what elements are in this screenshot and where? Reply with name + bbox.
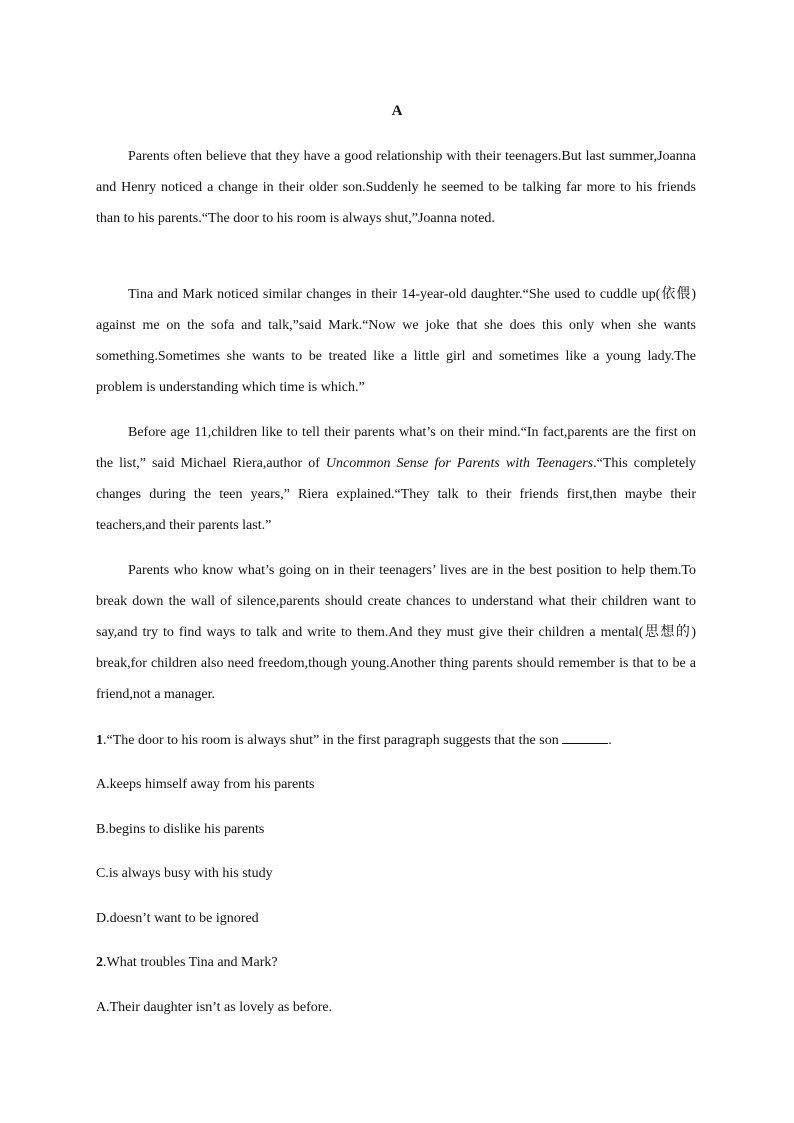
- book-title: Uncommon Sense for Parents with Teenagers: [325, 456, 594, 471]
- question-stem: .What troubles Tina and Mark?: [103, 955, 278, 970]
- question-stem-end: .: [608, 733, 612, 748]
- question-number: 1: [96, 733, 103, 748]
- question-1-option-b: B.begins to dislike his parents: [96, 822, 265, 837]
- question-1: [96, 730, 696, 752]
- passage-paragraph-4: Parents who know what’s going on in their teenagers’ lives are in the best position to help them.To break down the wall of silence,parents should create chances to understand what their children want to say,and try to find ways to talk and write to them.And they must give their children a mental(思想的) break,for children also need freedom,though young.Another thing parents should remember is that to be a friend,not a manager.: [96, 563, 696, 702]
- paragraph-3-text-after: .“This completely changes during the teen years,” Riera explained.“They talk to their friends first,then maybe their teachers,and their parents last.”: [96, 456, 696, 533]
- passage-paragraph-3: [96, 417, 696, 541]
- question-1-option-a: A.keeps himself away from his parents: [96, 777, 315, 792]
- question-1-option-c: C.is always busy with his study: [96, 866, 273, 881]
- question-1-option-d: D.doesn’t want to be ignored: [96, 911, 259, 926]
- answer-blank: [562, 731, 608, 744]
- section-title: A: [391, 103, 403, 119]
- passage-paragraph-2: Tina and Mark noticed similar changes in their 14-year-old daughter.“She used to cuddle up(依偎) against me on the sofa and talk,”said Mark.“Now we joke that she does this only when she wants something.Sometimes she wants to be treated like a little girl and sometimes like a young lady.The problem is understanding which time is which.”: [96, 287, 696, 395]
- question-2: [96, 952, 696, 974]
- question-2-option-a: A.Their daughter isn’t as lovely as before.: [96, 1000, 333, 1015]
- passage-paragraph-1: Parents often believe that they have a good relationship with their teenagers.But last summer,Joanna and Henry noticed a change in their older son.Suddenly he seemed to be talking far more to his friends than to his parents.“The door to his room is always shut,”Joanna noted.: [96, 149, 696, 226]
- paragraph-3-text-before: Before age 11,children like to tell their parents what’s on their mind.“In fact,parents are the first on the list,” said Michael Riera,author of: [96, 425, 696, 471]
- question-number: 2: [96, 955, 103, 970]
- question-stem: .“The door to his room is always shut” in the first paragraph suggests that the son: [103, 733, 563, 748]
